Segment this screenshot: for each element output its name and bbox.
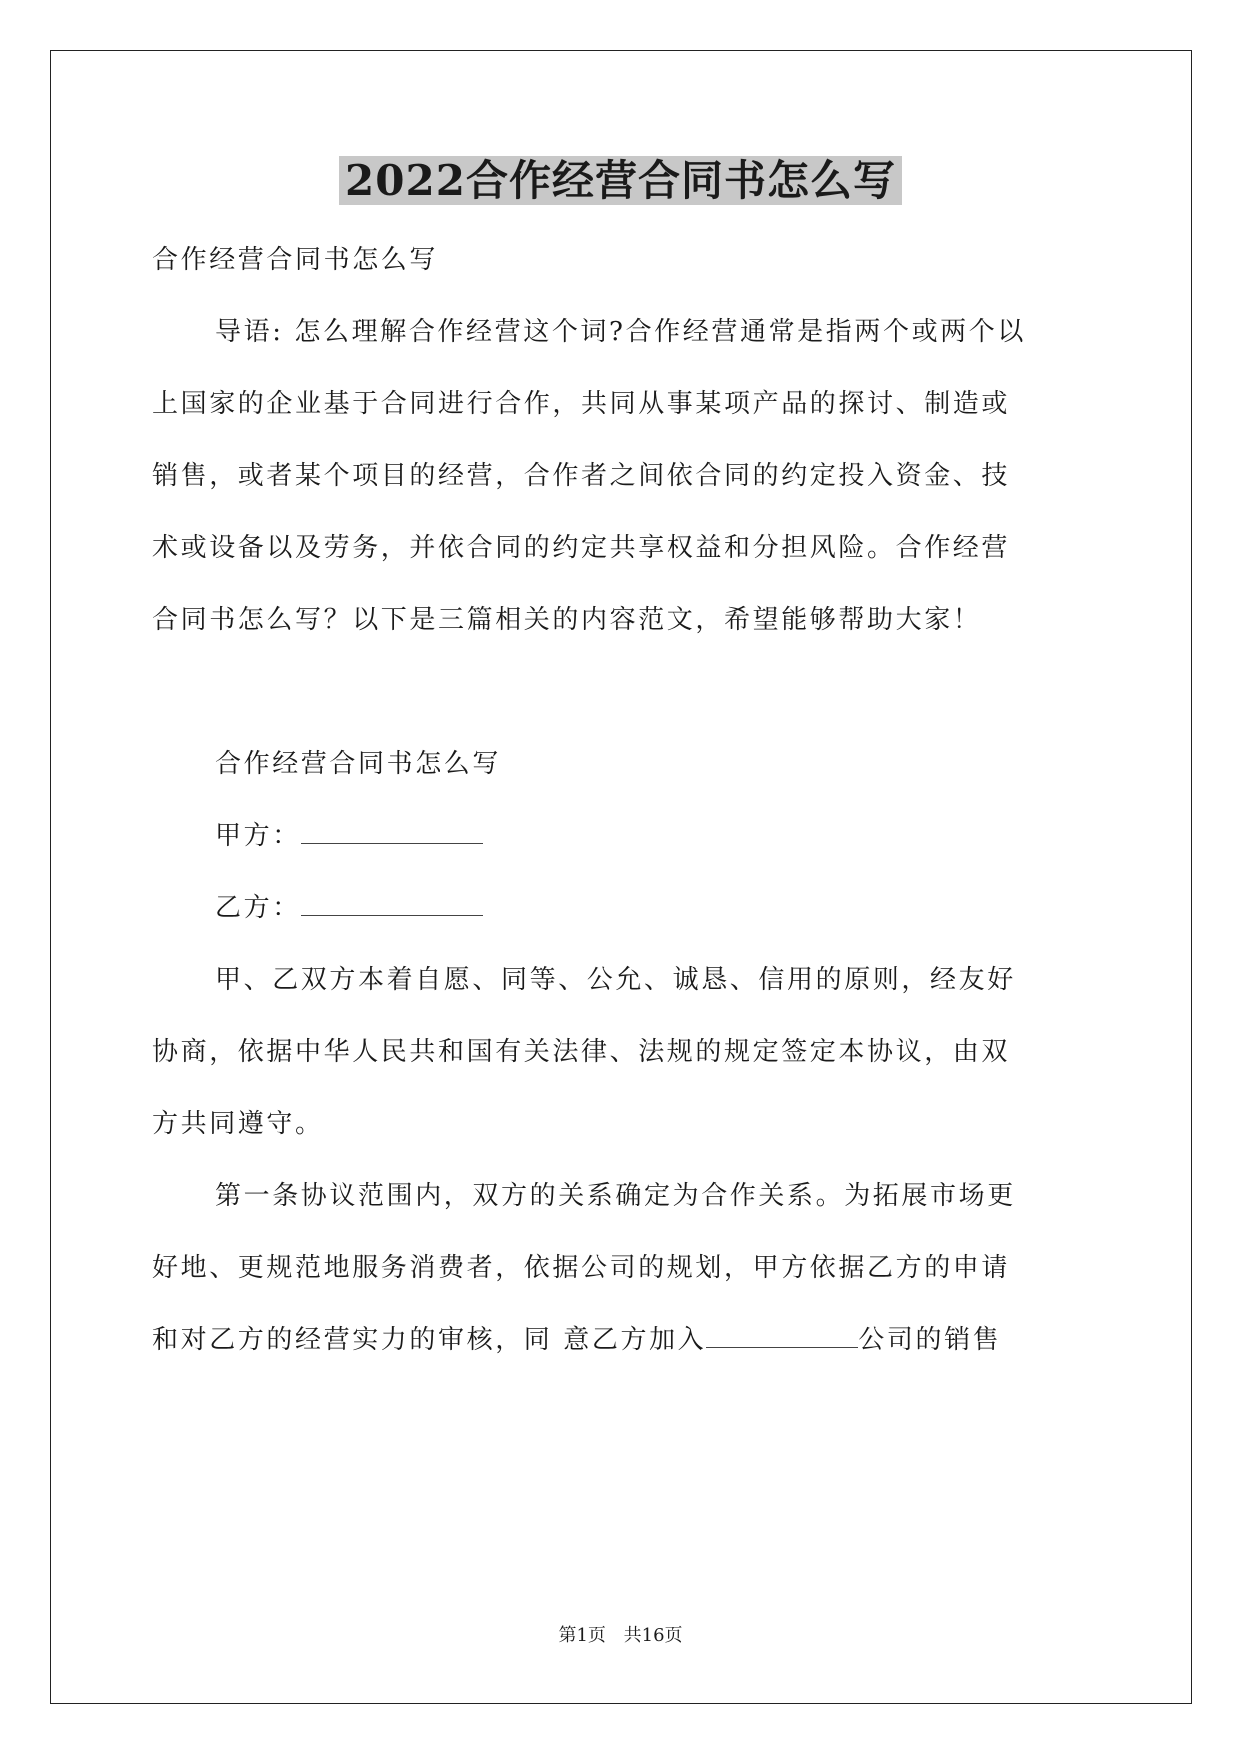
intro-line: 销售，或者某个项目的经营，合作者之间依合同的约定投入资金、技 xyxy=(152,461,1011,491)
document-title xyxy=(0,150,1241,212)
party-b-label: 乙方： xyxy=(215,893,301,923)
page-footer xyxy=(0,1624,1241,1648)
para2-last-after: 公司的销售 xyxy=(858,1325,1002,1355)
page-number: 第1页 xyxy=(558,1625,606,1646)
para2-line: 好地、更规范地服务消费者，依据公司的规划，甲方依据乙方的申请 xyxy=(152,1253,1011,1283)
intro-line: 上国家的企业基于合同进行合作，共同从事某项产品的探讨、制造或 xyxy=(152,389,1011,419)
company-name-blank xyxy=(706,1321,858,1348)
para1-line: 协商，依据中华人民共和国有关法律、法规的规定签定本协议，由双 xyxy=(152,1037,1011,1067)
section-heading: 合作经营合同书怎么写 xyxy=(215,749,502,779)
para1-line: 甲、乙双方本着自愿、同等、公允、诚恳、信用的原则，经友好 xyxy=(215,965,1016,995)
document-title-text: 2022合作经营合同书怎么写 xyxy=(339,156,902,205)
party-a-row xyxy=(215,816,1092,856)
page-border xyxy=(50,50,1192,1704)
party-b-blank xyxy=(301,889,483,916)
intro-line: 合同书怎么写？以下是三篇相关的内容范文，希望能够帮助大家！ xyxy=(152,605,982,635)
party-a-blank xyxy=(301,817,483,844)
intro-line: 术或设备以及劳务，并依合同的约定共享权益和分担风险。合作经营 xyxy=(152,533,1011,563)
subtitle: 合作经营合同书怎么写 xyxy=(152,245,439,275)
intro-line: 导语: 怎么理解合作经营这个词?合作经营通常是指两个或两个以 xyxy=(215,317,1026,347)
page-total: 共16页 xyxy=(623,1625,683,1646)
para1-line: 方共同遵守。 xyxy=(152,1109,324,1139)
para2-last-before: 和对乙方的经营实力的审核，同 意乙方加入 xyxy=(152,1325,707,1355)
party-a-label: 甲方： xyxy=(215,821,301,851)
party-b-row xyxy=(215,888,1092,928)
para2-line: 第一条协议范围内，双方的关系确定为合作关系。为拓展市场更 xyxy=(215,1181,1016,1211)
para2-line-with-blank xyxy=(152,1320,1092,1360)
